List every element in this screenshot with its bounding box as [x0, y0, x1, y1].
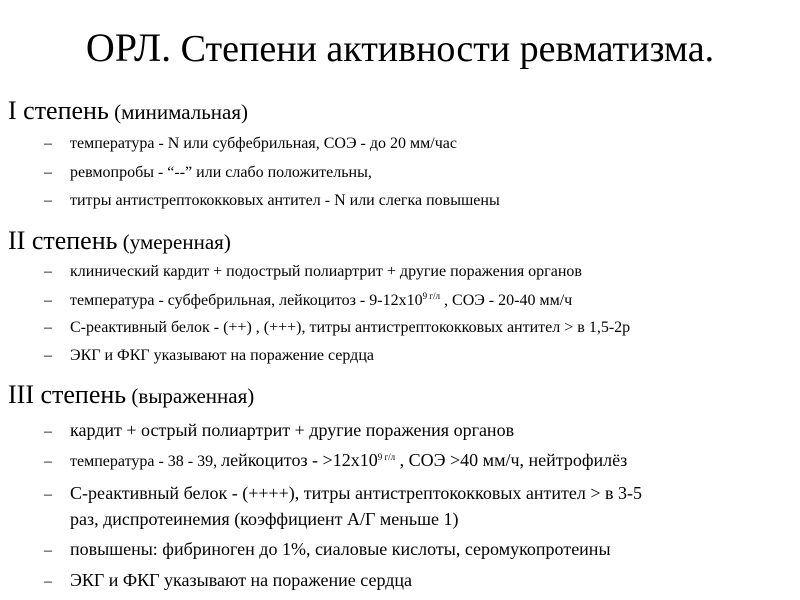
bullet-dash-icon: – [44, 542, 52, 559]
list-item-continuation: раз, диспротеинемия (коэффициент А/Г меньше 1) [70, 509, 459, 529]
bullet-dash-icon: – [44, 573, 52, 590]
list-item [44, 319, 630, 337]
list-item [44, 347, 374, 365]
list-item-text: ЭКГ и ФКГ указывают на поражение сердца [70, 347, 374, 364]
section-2-heading: II степень [8, 226, 118, 255]
list-item [44, 483, 642, 504]
list-item-text: кардит + острый полиартрит + другие поражения органов [70, 420, 515, 440]
list-item [44, 570, 412, 591]
list-item-text: температура - субфебрильная, лейкоцитоз - 9-12x10 [70, 292, 423, 309]
section-heading-1 [8, 96, 248, 126]
title-sub: Степени активности ревматизма. [171, 28, 715, 70]
bullet-dash-icon: – [44, 347, 52, 364]
superscript-unit: 9 г/л [422, 291, 441, 301]
section-1-heading: I степень [8, 96, 109, 125]
slide-title [0, 22, 800, 75]
list-item-text: С-реактивный белок - (++++), титры антистрептококковых антител > в 3-5 [70, 483, 643, 503]
bullet-dash-icon: – [44, 319, 52, 336]
list-item-text-small: температура - 38 - 39, [70, 453, 222, 470]
bullet-dash-icon: – [44, 164, 52, 181]
section-3-heading: III степень [8, 380, 127, 409]
section-3-qualifier: (выраженная) [126, 384, 255, 408]
list-item-text: клинический кардит + подострый полиартрит + другие поражения органов [70, 263, 582, 280]
list-item-text-tail: , СОЭ >40 мм/ч, нейтрофилёз [395, 450, 628, 470]
title-main: ОРЛ. [85, 25, 172, 70]
list-item-text-tail: , СОЭ - 20-40 мм/ч [440, 292, 573, 309]
list-item-text: температура - N или субфебрильная, СОЭ - до 20 мм/час [70, 135, 457, 152]
section-2-qualifier: (умеренная) [117, 230, 231, 254]
section-1-qualifier: (минимальная) [108, 100, 248, 124]
bullet-dash-icon: – [44, 292, 52, 309]
list-item-text: лейкоцитоз - >12x10 [221, 450, 378, 470]
list-item-text: С-реактивный белок - (++) , (+++), титры антистрептококковых антител > в 1,5-2р [70, 319, 631, 336]
list-item [44, 263, 582, 281]
bullet-dash-icon: – [44, 453, 52, 470]
bullet-dash-icon: – [44, 192, 52, 209]
list-item [44, 164, 372, 182]
bullet-dash-icon: – [44, 135, 52, 152]
section-heading-2 [8, 226, 231, 256]
list-item [44, 135, 457, 153]
list-item-text: титры антистрептококковых антител - N или слегка повышены [70, 192, 500, 209]
bullet-dash-icon: – [44, 486, 52, 503]
superscript-unit: 9 г/л [377, 452, 396, 462]
list-item [44, 539, 611, 560]
section-heading-3 [8, 380, 254, 410]
list-item-text: ревмопробы - “--” или слабо положительны, [70, 164, 372, 181]
list-item [44, 450, 627, 471]
list-item [44, 420, 514, 441]
list-item-text: ЭКГ и ФКГ указывают на поражение сердца [70, 570, 412, 590]
list-item [44, 291, 572, 310]
list-item-text: повышены: фибриноген до 1%, сиаловые кислоты, серомукопротеины [70, 539, 611, 559]
bullet-dash-icon: – [44, 263, 52, 280]
list-item [44, 192, 500, 210]
bullet-dash-icon: – [44, 423, 52, 440]
